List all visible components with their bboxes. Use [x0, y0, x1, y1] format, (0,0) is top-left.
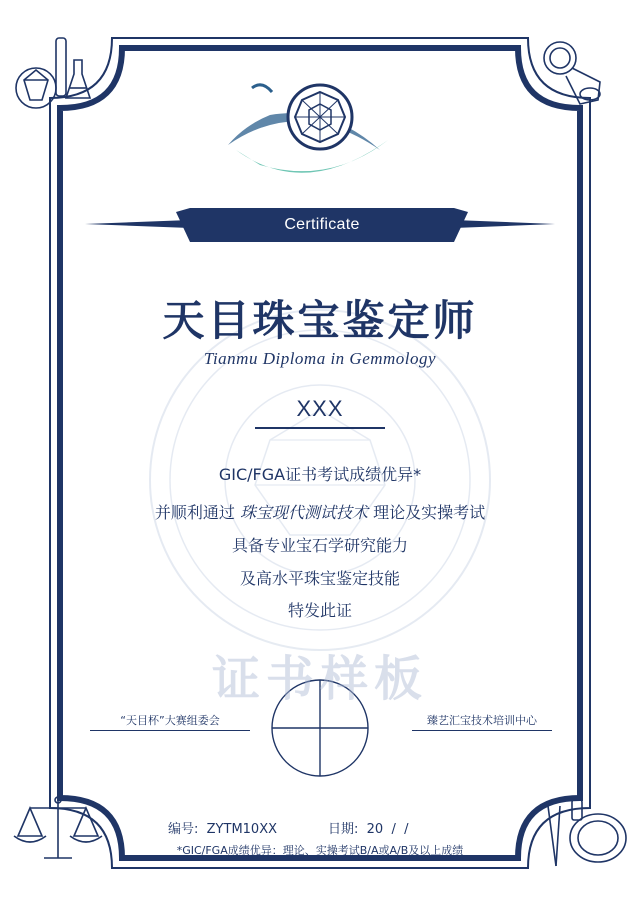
- recipient-name: XXX: [296, 396, 344, 421]
- body-line-2: [0, 500, 640, 523]
- serial-number: [168, 818, 277, 837]
- certificate-ribbon-label: Certificate: [190, 208, 454, 242]
- date-label: 日期:: [328, 822, 359, 837]
- course-name: 珠宝现代测试技术: [239, 503, 368, 522]
- sample-watermark: 证书样板: [211, 651, 428, 707]
- body-line-2-suffix: 理论及实操考试: [368, 503, 486, 522]
- issuer-right-underline: [412, 730, 552, 731]
- body-line-1: GIC/FGA证书考试成绩优异*: [218, 465, 422, 484]
- lab-glassware-diamond-icon: [16, 38, 90, 108]
- issuer-left: “天目杯”大赛组委会: [120, 714, 220, 727]
- title-chinese: 天目珠宝鉴定师: [162, 296, 478, 345]
- loupe-magnifier-icon: [544, 42, 600, 104]
- date-value: 20 / /: [366, 822, 409, 837]
- serial-value: ZYTM10XX: [206, 822, 278, 837]
- issue-date: [328, 818, 409, 837]
- serial-label: 编号:: [168, 822, 199, 837]
- body-line-5: 特发此证: [287, 601, 352, 620]
- recipient-name-underline: [255, 427, 385, 429]
- footnote: *GIC/FGA成绩优异：理论、实操考试B/A或A/B及以上成绩: [176, 844, 464, 857]
- body-line-2-prefix: 并顺利通过: [154, 503, 240, 522]
- body-line-3: 具备专业宝石学研究能力: [231, 536, 408, 555]
- issuer-right: 臻艺汇宝技术培训中心: [427, 714, 537, 727]
- body-line-4: 及高水平珠宝鉴定技能: [239, 569, 400, 588]
- issuer-left-underline: [90, 730, 250, 731]
- eye-diamond-logo: [228, 85, 388, 173]
- title-english: Tianmu Diploma in Gemmology: [203, 349, 437, 368]
